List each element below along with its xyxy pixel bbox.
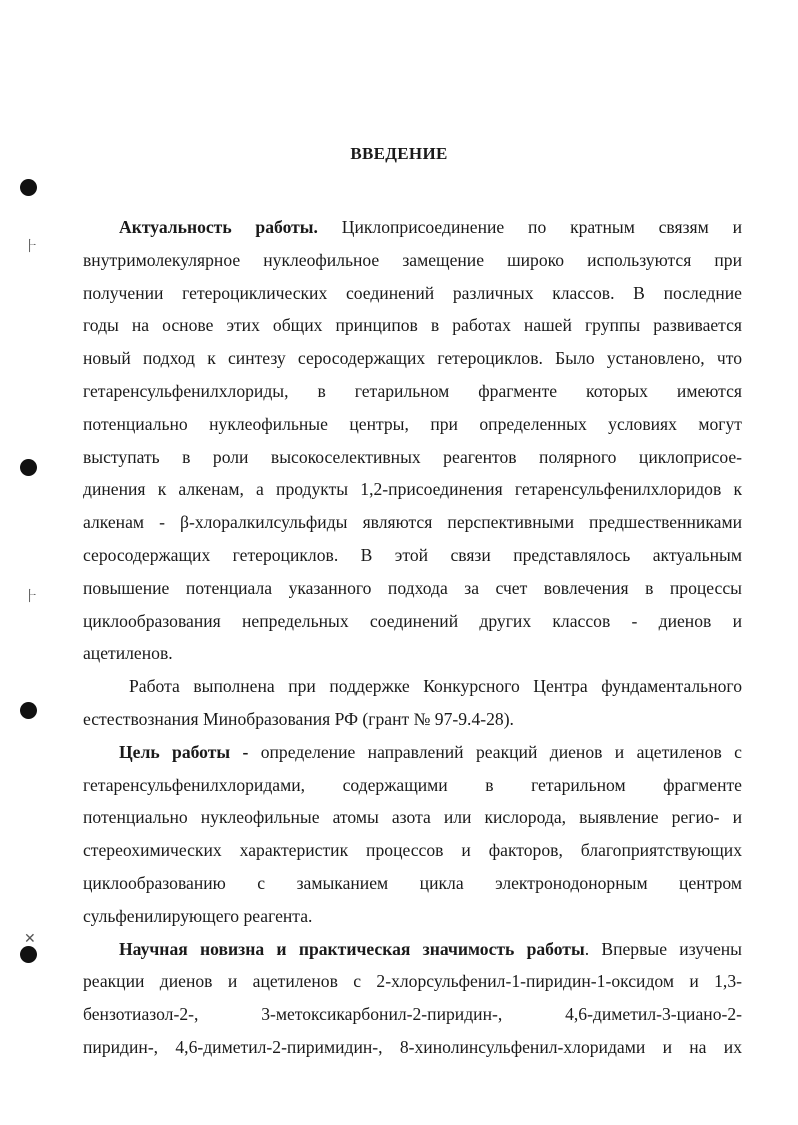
- document-body: [83, 211, 742, 1064]
- line-text: динения к алкенам, а продукты 1,2-присоединения гетаренсульфенилхлоридов к: [83, 479, 742, 500]
- scan-mark: ⺊: [24, 240, 38, 255]
- text-line: [83, 867, 742, 900]
- text-line: [83, 1031, 742, 1064]
- text-line: [83, 637, 742, 670]
- punch-hole: [20, 179, 37, 196]
- text-line: [83, 900, 742, 933]
- text-line: [83, 670, 742, 703]
- line-text: циклообразования непредельных соединений других классов - диенов и: [83, 610, 742, 631]
- text-line: [83, 244, 742, 277]
- line-text: получении гетероциклических соединений различных классов. В последние: [83, 282, 742, 303]
- scan-mark: ⺊: [24, 590, 38, 605]
- text-line: [83, 703, 742, 736]
- line-text: Циклоприсоединение по кратным связям и: [317, 217, 742, 237]
- text-line: [83, 834, 742, 867]
- text-line: [83, 211, 742, 244]
- text-line: [83, 473, 742, 506]
- line-text: серосодержащих гетероциклов. В этой связи представлялось актуальным: [83, 544, 742, 565]
- line-text: внутримолекулярное нуклеофильное замещение широко используются при: [83, 249, 742, 270]
- line-text: повышение потенциала указанного подхода за счет вовлечения в процессы: [83, 577, 742, 598]
- line-text: гетаренсульфенилхлориды, в гетарильном фрагменте которых имеются: [83, 380, 742, 401]
- line-text: определение направлений реакций диенов и ацетиленов с: [248, 741, 742, 762]
- bold-heading: Актуальность работы.: [119, 217, 318, 237]
- line-text: бензотиазол-2-, 3-метоксикарбонил-2-пиридин-, 4,6-диметил-3-циано-2-: [83, 1004, 742, 1025]
- text-line: [83, 933, 742, 966]
- bold-heading: Цель работы -: [119, 741, 249, 762]
- text-line: [83, 342, 742, 375]
- line-text: алкенам - β-хлоралкилсульфиды являются перспективными предшественниками: [83, 512, 742, 533]
- line-text: циклообразованию с замыканием цикла электронодонорным центром: [83, 872, 742, 893]
- text-line: [83, 277, 742, 310]
- line-text: годы на основе этих общих принципов в работах нашей группы развивается: [83, 315, 742, 336]
- line-text: гетаренсульфенилхлоридами, содержащими в гетарильном фрагменте: [83, 774, 742, 795]
- line-text: новый подход к синтезу серосодержащих гетероциклов. Было установлено, что: [83, 348, 742, 369]
- line-text: Работа выполнена при поддержке Конкурсного Центра фундаментального: [129, 676, 742, 697]
- text-line: [83, 408, 742, 441]
- line-text: ацетиленов.: [83, 643, 173, 664]
- text-line: [83, 736, 742, 769]
- bold-heading: Научная новизна и практическая значимость работы: [119, 938, 585, 959]
- text-line: [83, 801, 742, 834]
- text-line: [83, 375, 742, 408]
- line-text: потенциально нуклеофильные центры, при определенных условиях могут: [83, 413, 742, 434]
- punch-hole: [20, 946, 37, 963]
- page-title: ВВЕДЕНИЕ: [350, 144, 448, 163]
- line-text: естествознания Минобразования РФ (грант № 97-9.4-28).: [83, 708, 514, 729]
- line-text: стереохимических характеристик процессов и факторов, благоприятствующих: [83, 840, 742, 861]
- text-line: [83, 539, 742, 572]
- line-text: пиридин-, 4,6-диметил-2-пиримидин-, 8-хинолинсульфенил-хлоридами и на их: [83, 1036, 742, 1057]
- punch-hole: [20, 459, 37, 476]
- line-text: реакции диенов и ацетиленов с 2-хлорсульфенил-1-пиридин-1-оксидом и 1,3-: [83, 971, 742, 992]
- text-line: [83, 998, 742, 1031]
- text-line: [83, 769, 742, 802]
- text-line: [83, 965, 742, 998]
- text-line: [83, 441, 742, 474]
- scan-mark: ✕: [24, 932, 36, 947]
- line-text: . Впервые изучены: [584, 938, 742, 959]
- text-line: [83, 506, 742, 539]
- text-line: [83, 605, 742, 638]
- text-line: [83, 309, 742, 342]
- punch-hole: [20, 702, 37, 719]
- line-text: выступать в роли высокоселективных реагентов полярного циклоприсое-: [83, 446, 742, 467]
- line-text: потенциально нуклеофильные атомы азота или кислорода, выявление регио- и: [83, 807, 742, 828]
- text-line: [83, 572, 742, 605]
- line-text: сульфенилирующего реагента.: [83, 905, 313, 926]
